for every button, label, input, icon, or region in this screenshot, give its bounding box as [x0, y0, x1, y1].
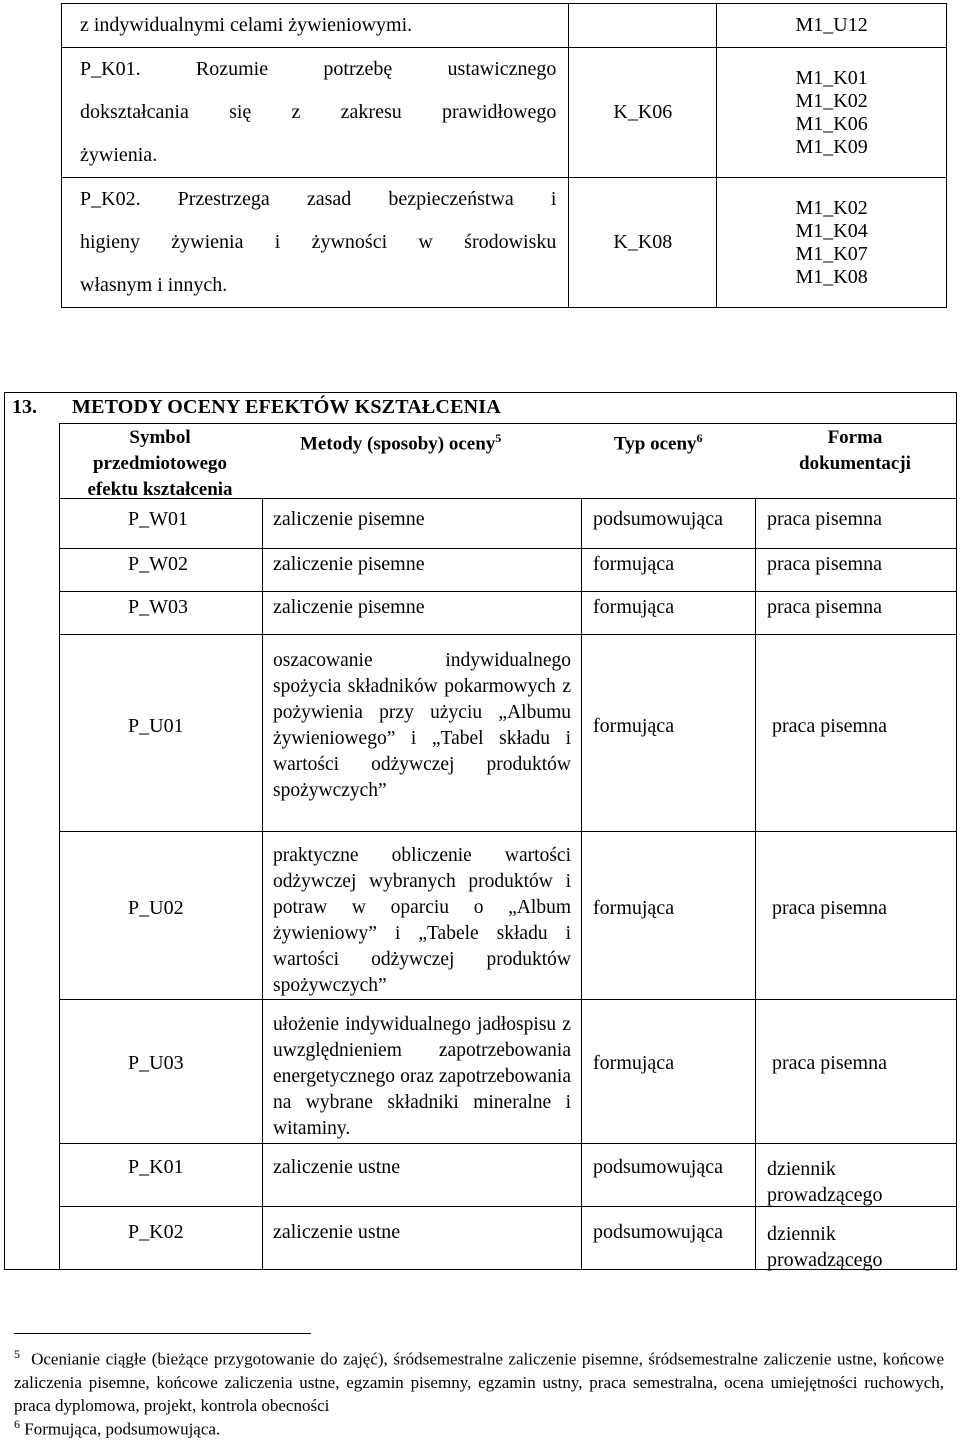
table-row — [62, 178, 947, 308]
row-symbol: P_W03 — [128, 596, 188, 618]
module-refs: M1_U12 — [717, 4, 947, 48]
row-form: praca pisemna — [772, 715, 887, 737]
row-symbol: P_K02 — [128, 1221, 184, 1243]
row-symbol: P_U02 — [128, 897, 184, 919]
row-type: formująca — [593, 1052, 675, 1074]
row-type: formująca — [593, 596, 675, 618]
row-method: zaliczenie ustne — [273, 1221, 401, 1243]
outcome-description: P_K02. Przestrzega zasad bezpieczeństwa i higieny żywienia i żywności w środowisku własnym i innych. — [62, 178, 569, 308]
row-type: formująca — [593, 897, 675, 919]
row-form: dziennik prowadzącego — [767, 1158, 883, 1206]
row-type: podsumowująca — [593, 1221, 723, 1243]
module-refs: M1_K02 M1_K04 M1_K07 M1_K08 — [717, 178, 947, 308]
learning-outcomes-table — [61, 3, 947, 308]
header-methods: Metody (sposoby) oceny$^5$ — [300, 431, 502, 455]
row-method: zaliczenie pisemne — [273, 553, 425, 575]
row-symbol: P_W02 — [128, 553, 188, 575]
section-number: 13. — [12, 396, 37, 418]
row-type: formująca — [593, 715, 675, 737]
direction-symbol — [569, 4, 717, 48]
row-form: praca pisemna — [767, 508, 882, 530]
row-form: praca pisemna — [767, 596, 882, 618]
row-form: praca pisemna — [767, 553, 882, 575]
header-type: Typ oceny$^6$ — [614, 431, 703, 455]
row-method: ułożenie indywidualnego jadłospisu z uwzględnieniem zapotrzebowania energetycznego oraz zapotrzebowania na wybrane składniki mineralne i witaminy. — [273, 1014, 571, 1139]
direction-symbol: K_K08 — [569, 178, 717, 308]
row-type: formująca — [593, 553, 675, 575]
row-symbol: P_K01 — [128, 1156, 184, 1178]
row-method: zaliczenie pisemne — [273, 596, 425, 618]
section-title: METODY OCENY EFEKTÓW KSZTAŁCENIA — [72, 396, 501, 418]
module-refs: M1_K01 M1_K02 M1_K06 M1_K09 — [717, 48, 947, 178]
row-type: podsumowująca — [593, 1156, 723, 1178]
row-symbol: P_U03 — [128, 1052, 184, 1074]
footnote-5: $^5$ Ocenianie ciągłe (bieżące przygotowanie do zajęć), śródsemestralne zaliczenie pisemne, śródsemestralne zaliczenie ustne, końcowe zaliczenia pisemne, końcowe zaliczenia ustne, egzamin pisemny, egzamin ustny, praca semestralna, ocena umiejętności ruchowych, praca dyplomowa, projekt, kontrola obecności — [14, 1347, 945, 1415]
row-symbol: P_U01 — [128, 715, 184, 737]
row-method: zaliczenie ustne — [273, 1156, 401, 1178]
row-method: oszacowanie indywidualnego spożycia składników pokarmowych z pożywienia przy użyciu „Albumu żywieniowego” i „Tabel składu i wartości odżywczej produktów spożywczych” — [273, 650, 571, 801]
row-form: praca pisemna — [772, 1052, 887, 1074]
row-method: zaliczenie pisemne — [273, 508, 425, 530]
footnote-separator — [14, 1333, 311, 1334]
table-row — [62, 48, 947, 178]
row-form: praca pisemna — [772, 897, 887, 919]
outcome-description: z indywidualnymi celami żywieniowymi. — [62, 4, 569, 48]
row-method: praktyczne obliczenie wartości odżywczej wybranych produktów i potraw w oparciu o „Album żywieniowy” i „Tabele składu i wartości odżywczej produktów spożywczych” — [273, 845, 571, 996]
row-symbol: P_W01 — [128, 508, 188, 530]
direction-symbol: K_K06 — [569, 48, 717, 178]
header-form: Forma dokumentacji — [799, 427, 911, 474]
outcome-description: P_K01. Rozumie potrzebę ustawicznego dokształcania się z zakresu prawidłowego żywienia. — [62, 48, 569, 178]
table-row — [62, 4, 947, 48]
row-form: dziennik prowadzącego — [767, 1223, 883, 1271]
footnote-6: $^6$ Formująca, podsumowująca. — [14, 1417, 221, 1439]
header-symbol: Symbol przedmiotowego efektu kształcenia — [87, 427, 233, 500]
row-type: podsumowująca — [593, 508, 723, 530]
